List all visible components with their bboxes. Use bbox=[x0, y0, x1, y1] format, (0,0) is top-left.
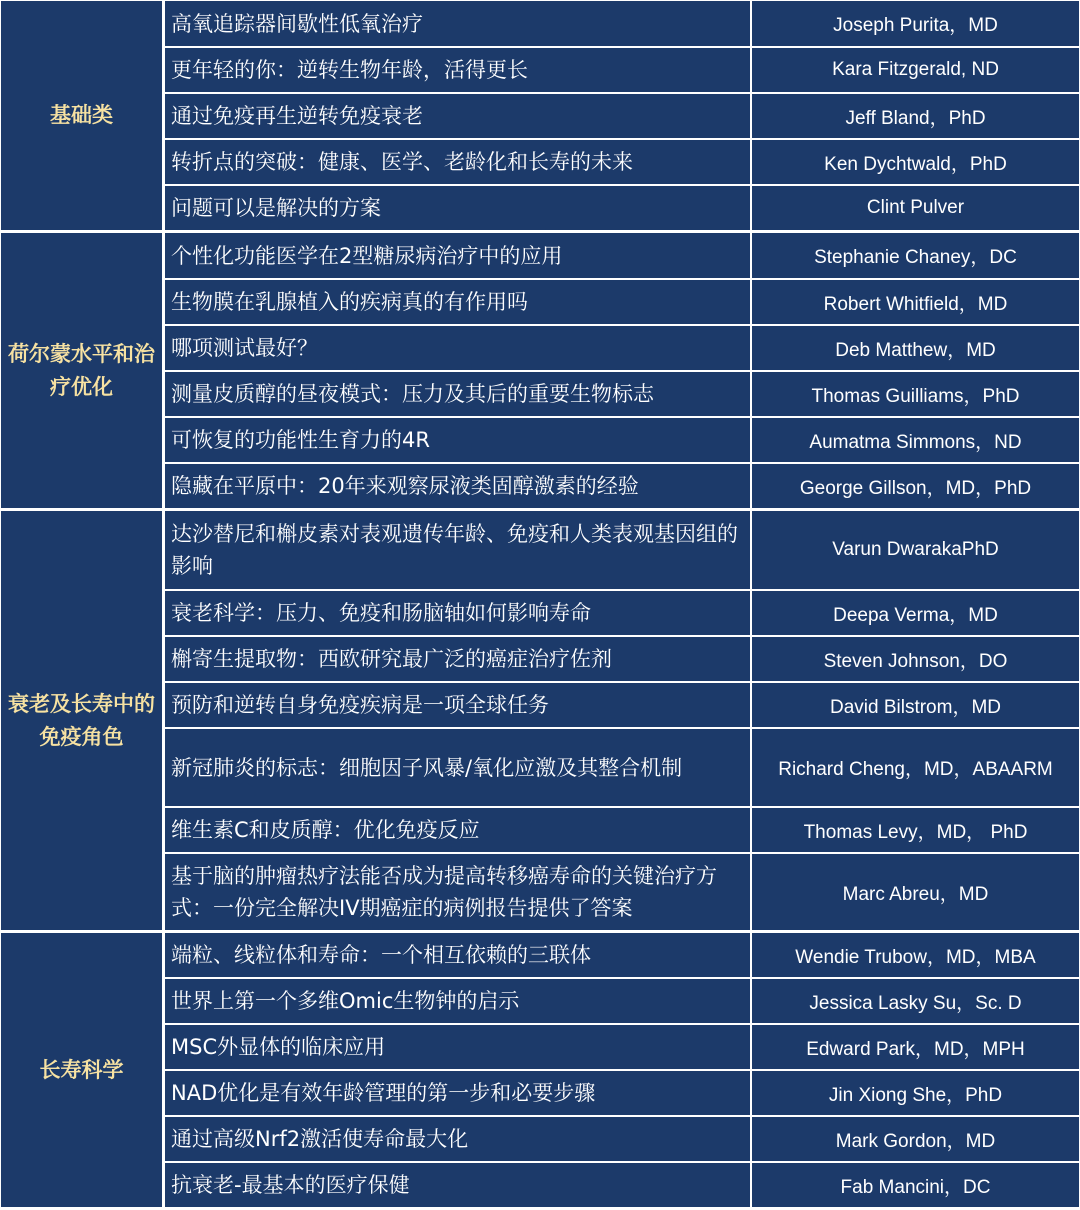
session-title: 抗衰老-最基本的医疗保健 bbox=[165, 1163, 750, 1207]
speaker-name: Clint Pulver bbox=[752, 186, 1079, 230]
session-title: 高氧追踪器间歇性低氧治疗 bbox=[165, 1, 750, 46]
speaker-name: David Bilstrom，MD bbox=[752, 683, 1079, 727]
speaker-name: Jeff Bland，PhD bbox=[752, 94, 1079, 138]
category-cell: 基础类 bbox=[1, 1, 162, 230]
session-title: 可恢复的功能性生育力的4R bbox=[165, 418, 750, 462]
session-title: 隐藏在平原中：20年来观察尿液类固醇激素的经验 bbox=[165, 464, 750, 508]
speaker-name: Deepa Verma，MD bbox=[752, 591, 1079, 635]
speaker-name: Varun DwarakaPhD bbox=[752, 511, 1079, 589]
speaker-name: Aumatma Simmons，ND bbox=[752, 418, 1079, 462]
speaker-name: Thomas Levy，MD， PhD bbox=[752, 808, 1079, 852]
session-title: NAD优化是有效年龄管理的第一步和必要步骤 bbox=[165, 1071, 750, 1115]
session-title: 达沙替尼和槲皮素对表观遗传年龄、免疫和人类表观基因组的影响 bbox=[165, 511, 750, 589]
speaker-name: Thomas Guilliams，PhD bbox=[752, 372, 1079, 416]
session-title: 槲寄生提取物：西欧研究最广泛的癌症治疗佐剂 bbox=[165, 637, 750, 681]
speaker-name: Richard Cheng，MD，ABAARM bbox=[752, 729, 1079, 806]
session-title: 世界上第一个多维Omic生物钟的启示 bbox=[165, 979, 750, 1023]
session-title: 预防和逆转自身免疫疾病是一项全球任务 bbox=[165, 683, 750, 727]
session-title: 个性化功能医学在2型糖尿病治疗中的应用 bbox=[165, 233, 750, 278]
speaker-name: Jessica Lasky Su，Sc. D bbox=[752, 979, 1079, 1023]
session-title: 通过高级Nrf2激活使寿命最大化 bbox=[165, 1117, 750, 1161]
session-title: 更年轻的你：逆转生物年龄，活得更长 bbox=[165, 48, 750, 92]
session-title: 衰老科学：压力、免疫和肠脑轴如何影响寿命 bbox=[165, 591, 750, 635]
speaker-name: Mark Gordon，MD bbox=[752, 1117, 1079, 1161]
speaker-name: Jin Xiong She，PhD bbox=[752, 1071, 1079, 1115]
speaker-name: Fab Mancini，DC bbox=[752, 1163, 1079, 1207]
session-title: 端粒、线粒体和寿命：一个相互依赖的三联体 bbox=[165, 933, 750, 977]
session-title: 问题可以是解决的方案 bbox=[165, 186, 750, 230]
category-cell: 长寿科学 bbox=[1, 933, 162, 1207]
session-title: 生物膜在乳腺植入的疾病真的有作用吗 bbox=[165, 280, 750, 324]
speaker-name: Robert Whitfield，MD bbox=[752, 280, 1079, 324]
session-title: 维生素C和皮质醇：优化免疫反应 bbox=[165, 808, 750, 852]
speaker-name: Deb Matthew，MD bbox=[752, 326, 1079, 370]
speaker-name: Ken Dychtwald，PhD bbox=[752, 140, 1079, 184]
speaker-name: Steven Johnson，DO bbox=[752, 637, 1079, 681]
speaker-name: George Gillson，MD，PhD bbox=[752, 464, 1079, 508]
speaker-name: Edward Park，MD，MPH bbox=[752, 1025, 1079, 1069]
session-title: 通过免疫再生逆转免疫衰老 bbox=[165, 94, 750, 138]
speaker-name: Kara Fitzgerald, ND bbox=[752, 48, 1079, 92]
session-title: MSC外显体的临床应用 bbox=[165, 1025, 750, 1069]
session-title: 新冠肺炎的标志：细胞因子风暴/氧化应激及其整合机制 bbox=[165, 729, 750, 806]
speaker-name: Stephanie Chaney，DC bbox=[752, 233, 1079, 278]
category-cell: 衰老及长寿中的免疫角色 bbox=[1, 511, 162, 930]
speaker-name: Wendie Trubow，MD，MBA bbox=[752, 933, 1079, 977]
session-title: 测量皮质醇的昼夜模式：压力及其后的重要生物标志 bbox=[165, 372, 750, 416]
speaker-name: Marc Abreu，MD bbox=[752, 854, 1079, 930]
session-title: 转折点的突破：健康、医学、老龄化和长寿的未来 bbox=[165, 140, 750, 184]
speaker-name: Joseph Purita，MD bbox=[752, 1, 1079, 46]
session-title: 基于脑的肿瘤热疗法能否成为提高转移癌寿命的关键治疗方式：一份完全解决IV期癌症的病例报告提供了答案 bbox=[165, 854, 750, 930]
category-cell: 荷尔蒙水平和治疗优化 bbox=[1, 233, 162, 508]
session-title: 哪项测试最好？ bbox=[165, 326, 750, 370]
